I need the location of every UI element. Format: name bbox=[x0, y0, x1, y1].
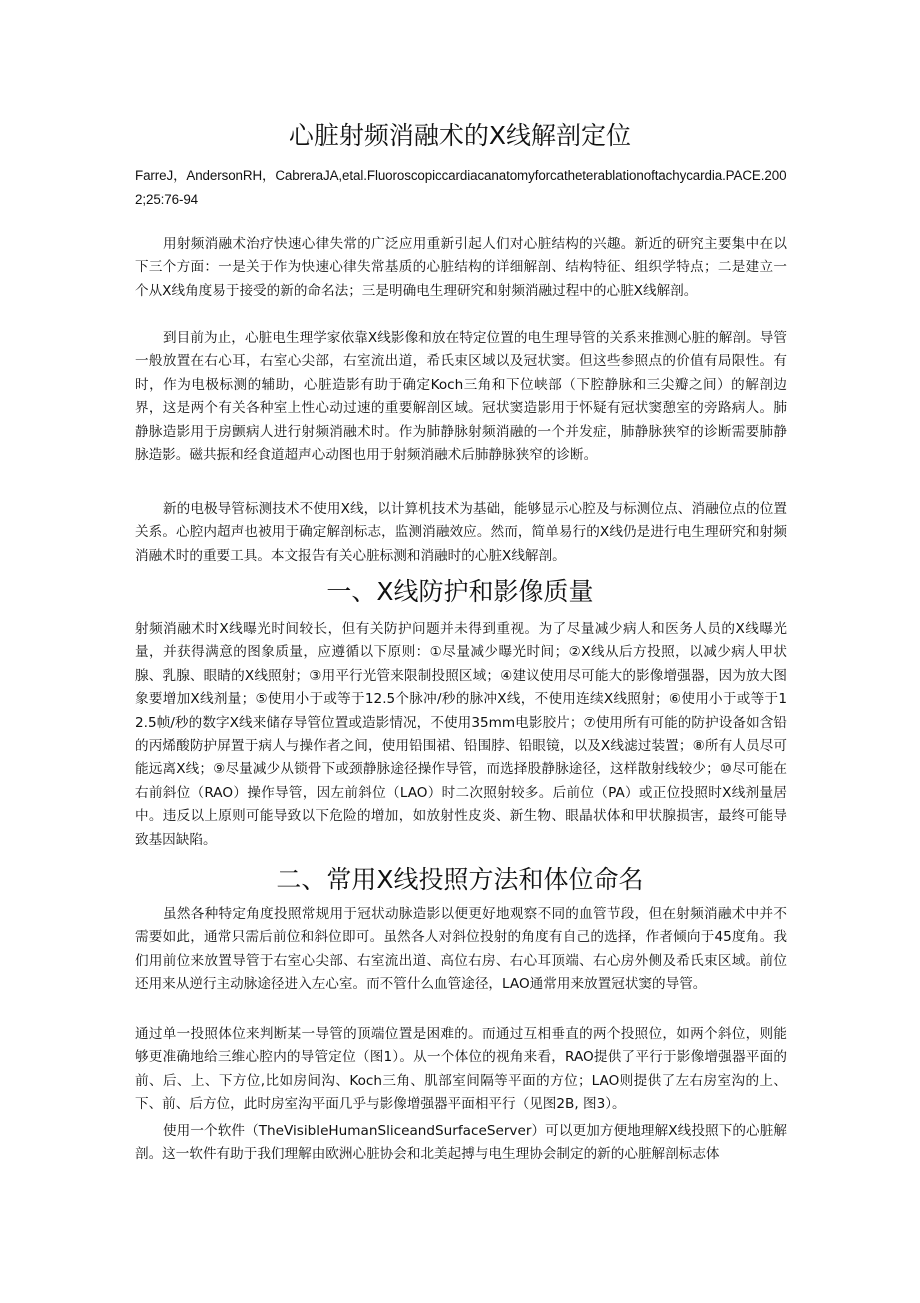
section-2-paragraph-2: 通过单一投照体位来判断某一导管的顶端位置是困难的。而通过互相垂直的两个投照位，如两个斜位，则能够更准确地给三维心腔内的导管定位（图1）。从一个体位的视角来看，RAO提供了平行于影像增强器平面的前、后、上、下方位,比如房间沟、Koch三角、肌部室间隔等平面的方位；LAO则提供了左右房室沟的上、下、前、后方位，此时房室沟平面几乎与影像增强器平面相平行（见图2B, 图3）。 bbox=[135, 1026, 787, 1113]
intro-paragraph-2: 到目前为止，心脏电生理学家依靠X线影像和放在特定位置的电生理导管的关系来推测心脏的解剖。导管一般放置在右心耳，右室心尖部，右室流出道，希氏束区域以及冠状窦。但这些参照点的价值有局限性。有时，作为电极标测的辅助，心脏造影有助于确定Koch三角和下位峡部（下腔静脉和三尖瓣之间）的解剖边界，这是两个有关各种室上性心动过速的重要解剖区域。冠状窦造影用于怀疑有冠状窦憩室的旁路病人。肺静脉造影用于房颤病人进行射频消融术时。作为肺静脉射频消融的一个并发症，肺静脉狭窄的诊断需要肺静脉造影。磁共振和经食道超声心动图也用于射频消融术后肺静脉狭窄的诊断。 bbox=[135, 330, 787, 464]
intro-paragraph-3: 新的电极导管标测技术不使用X线，以计算机技术为基础，能够显示心腔及与标测位点、消融位点的位置关系。心腔内超声也被用于确定解剖标志，监测消融效应。然而，简单易行的X线仍是进行电生理研究和射频消融术时的重要工具。本文报告有关心脏标测和消融时的心脏X线解剖。 bbox=[135, 501, 787, 564]
section-2-heading: 二、常用X线投照方法和体位命名 bbox=[276, 865, 644, 894]
section-2-paragraph-1: 虽然各种特定角度投照常规用于冠状动脉造影以便更好地观察不同的血管节段，但在射频消融术中并不需要如此，通常只需后前位和斜位即可。虽然各人对斜位投射的角度有自己的选择，作者倾向于45度角。我们用前位来放置导管于右室心尖部、右室流出道、高位右房、右心耳顶端、右心房外侧及希氏束区域。前位还用来从逆行主动脉途径进入左心室。而不管什么血管途径，LAO通常用来放置冠状窦的导管。 bbox=[135, 906, 787, 993]
section-1-heading: 一、X线防护和影像质量 bbox=[326, 577, 594, 606]
section-2-paragraph-3: 使用一个软件（TheVisibleHumanSliceandSurfaceServer）可以更加方便地理解X线投照下的心脏解剖。这一软件有助于我们理解由欧洲心脏协会和北美起搏与电生理协会制定的新的心脏解剖标志体 bbox=[135, 1123, 787, 1163]
section-1-paragraph: 射频消融术时X线曝光时间较长，但有关防护问题并未得到重视。为了尽量减少病人和医务人员的X线曝光量，并获得满意的图象质量，应遵循以下原则：①尽量减少曝光时间；②X线从后方投照，以减少病人甲状腺、乳腺、眼睛的X线照射；③用平行光管来限制投照区域；④建议使用尽可能大的影像增强器，因为放大图象要增加X线剂量；⑤使用小于或等于12.5个脉冲/秒的脉冲X线，不使用连续X线照射；⑥使用小于或等于12.5帧/秒的数字X线来储存导管位置或造影情况，不使用35mm电影胶片；⑦使用所有可能的防护设备如含铅的丙烯酸防护屏置于病人与操作者之间，使用铅围裙、铅围脖、铅眼镜，以及X线滤过装置；⑧所有人员尽可能远离X线；⑨尽量减少从锁骨下或颈静脉途径操作导管，而选择股静脉途径，这样散射线较少；⑩尽可能在右前斜位（RAO）操作导管，因左前斜位（LAO）时二次照射较多。后前位（PA）或正位投照时X线剂量居中。违反以上原则可能导致以下危险的增加，如放射性皮炎、新生物、眼晶状体和甲状腺损害，最终可能导致基因缺陷。 bbox=[135, 621, 787, 848]
intro-paragraph-1: 用射频消融术治疗快速心律失常的广泛应用重新引起人们对心脏结构的兴趣。新近的研究主要集中在以下三个方面：一是关于作为快速心律失常基质的心脏结构的详细解剖、结构特征、组织学特点；二是建立一个从X线角度易于接受的新的命名法；三是明确电生理研究和射频消融过程中的心脏X线解剖。 bbox=[135, 236, 787, 299]
citation: FarreJ，AndersonRH，CabreraJA,etal.Fluoroscopiccardiacanatomyforcatheterablationoftachycardia.PACE.2002;25:76-94 bbox=[135, 168, 787, 207]
document-title: 心脏射频消融术的X线解剖定位 bbox=[288, 121, 632, 150]
